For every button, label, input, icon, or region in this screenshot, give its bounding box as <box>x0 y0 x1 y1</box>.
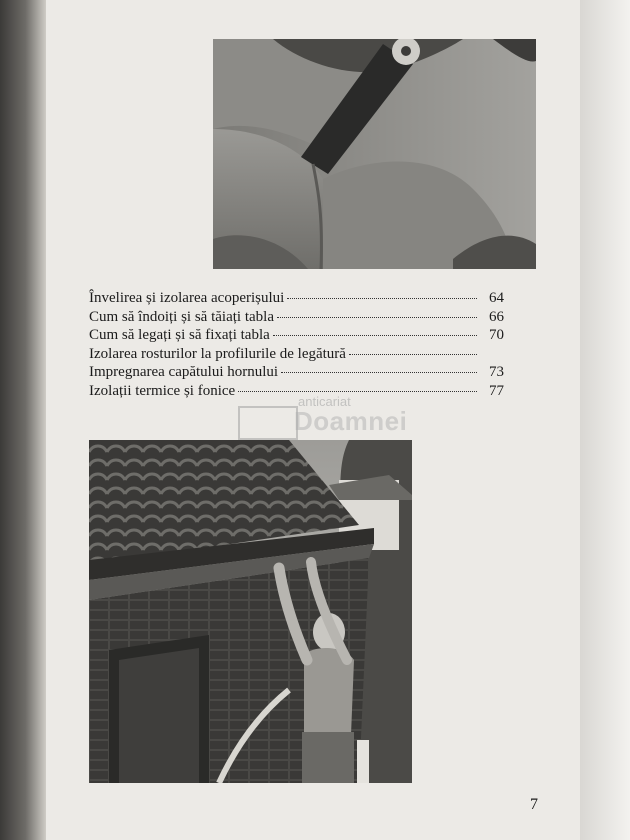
toc-entry <box>89 345 504 364</box>
page-edge <box>580 0 630 840</box>
toc-entry-page: 66 <box>489 308 504 325</box>
toc-entry-title: Izolații termice și fonice <box>89 382 236 399</box>
toc-entry-page: 77 <box>489 382 504 399</box>
toc-entry <box>89 289 504 308</box>
toc-entry <box>89 326 504 345</box>
toc-dot-leader <box>238 391 477 392</box>
toc-dot-leader <box>349 354 477 355</box>
man-installing-gutter-photo <box>89 440 412 783</box>
page-number: 7 <box>530 796 538 813</box>
table-of-contents <box>89 289 504 401</box>
toc-entry <box>89 382 504 401</box>
watermark-line2: Doamnei <box>294 406 408 436</box>
toc-entry <box>89 363 504 382</box>
toc-entry <box>89 308 504 327</box>
toc-entry-title: Cum să îndoiți și să tăiați tabla <box>89 308 274 325</box>
toc-entry-page: 73 <box>489 364 504 381</box>
toc-dot-leader <box>277 317 477 318</box>
toc-entry-title: Cum să legați și să fixați tabla <box>89 327 270 344</box>
toc-entry-title: Învelirea și izolarea acoperișului <box>89 290 285 306</box>
roof-tiles-closeup-photo <box>213 39 536 269</box>
book-spine-shadow <box>0 0 46 840</box>
toc-dot-leader <box>281 372 477 373</box>
toc-entry-title: Impregnarea capătului hornului <box>89 364 279 381</box>
toc-dot-leader <box>287 298 477 299</box>
toc-entry-page: 70 <box>489 327 504 344</box>
watermark-line1: anticariat <box>298 394 351 409</box>
toc-dot-leader <box>273 335 477 336</box>
toc-entry-title: Izolarea rosturilor la profilurile de legătură <box>89 345 346 362</box>
toc-entry-page: 64 <box>489 290 504 306</box>
